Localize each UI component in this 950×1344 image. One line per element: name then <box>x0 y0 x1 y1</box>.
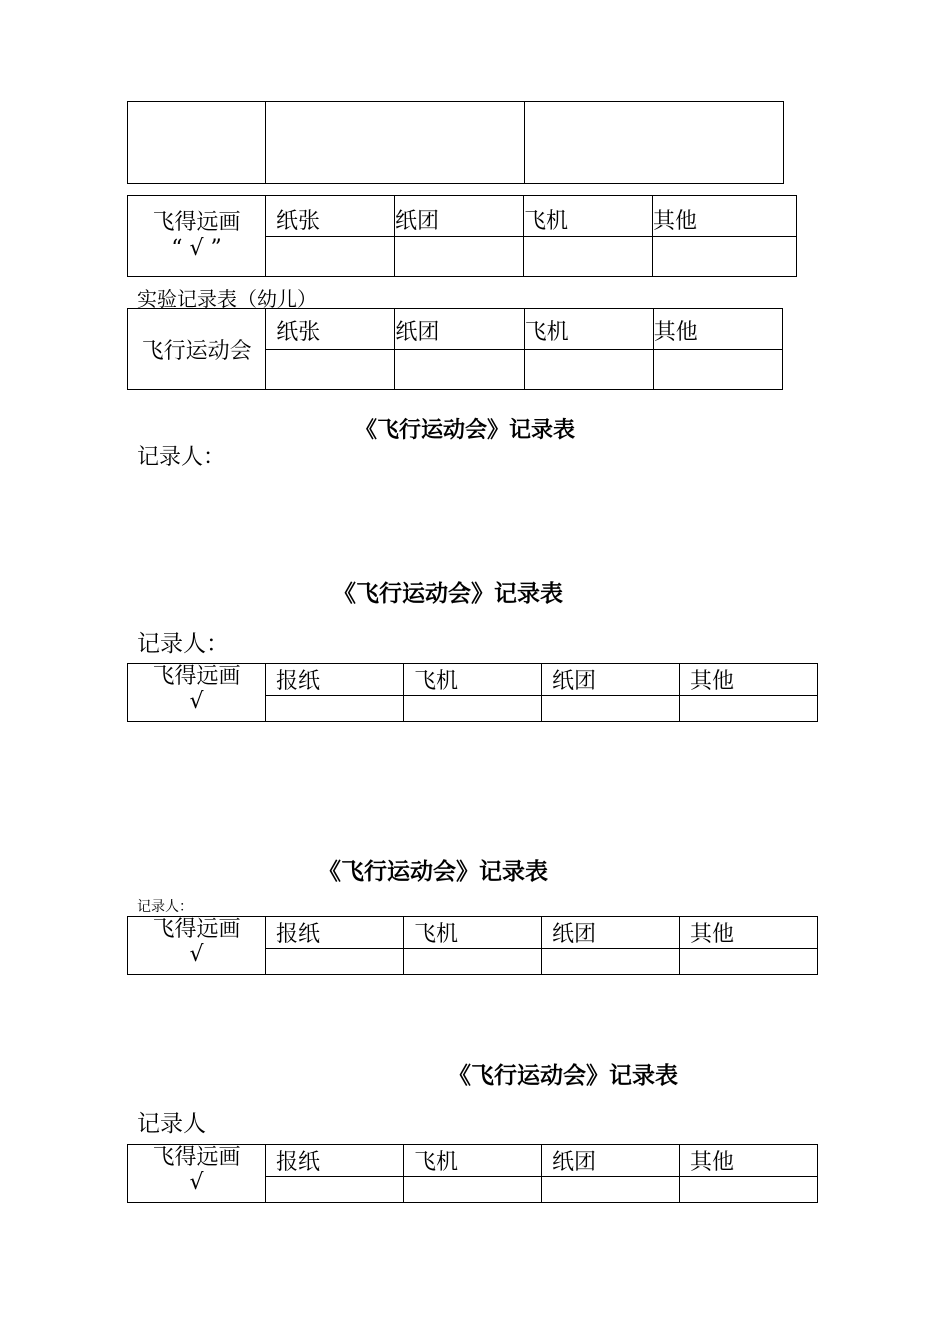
row-label-cell <box>128 917 266 975</box>
header-cell: 报纸 <box>266 917 404 949</box>
row-label-line1: 飞得远画 <box>152 1145 241 1170</box>
record-table-2 <box>127 663 818 722</box>
row-label-line2: √ <box>189 942 204 967</box>
section-title: 《飞行运动会》记录表 <box>355 418 576 443</box>
header-cell: 飞机 <box>524 196 653 237</box>
header-cell: 飞机 <box>404 917 542 949</box>
row-label-line1: 飞得远画 <box>152 917 241 942</box>
row-label-line2: √ <box>189 1170 204 1195</box>
record-table-4 <box>127 1144 818 1203</box>
header-cell: 纸团 <box>542 1145 680 1177</box>
header-cell: 报纸 <box>266 664 404 696</box>
row-label-line1: 飞得远画 <box>152 210 241 235</box>
header-cell: 其他 <box>653 196 797 237</box>
section-title: 《飞行运动会》记录表 <box>333 581 563 607</box>
row-label-cell <box>128 1145 266 1203</box>
record-table-a <box>127 195 797 277</box>
header-cell: 飞机 <box>404 664 542 696</box>
empty-cell <box>542 949 680 975</box>
row-label: 飞行运动会 <box>141 338 252 364</box>
empty-cell <box>395 236 524 277</box>
empty-cell <box>404 949 542 975</box>
record-table-b <box>127 308 783 390</box>
top-empty-table <box>127 101 784 184</box>
empty-cell <box>542 696 680 722</box>
section-title: 《飞行运动会》记录表 <box>448 1063 678 1089</box>
empty-cell <box>680 949 818 975</box>
empty-cell <box>266 949 404 975</box>
header-cell: 纸团 <box>542 917 680 949</box>
empty-cell <box>266 696 404 722</box>
row-label-cell <box>128 196 266 277</box>
header-cell: 其他 <box>680 1145 818 1177</box>
header-cell: 纸团 <box>395 309 524 350</box>
header-cell: 其他 <box>680 917 818 949</box>
recorder-label: 记录人： <box>137 445 226 470</box>
row-label-line2: “ √ ” <box>171 236 222 261</box>
recorder-label: 记录人： <box>137 899 193 915</box>
empty-cell <box>542 1177 680 1203</box>
table-cell <box>266 102 525 184</box>
empty-cell <box>680 696 818 722</box>
row-label-line2: √ <box>189 689 204 714</box>
caption-children-record: 实验记录表（幼儿） <box>137 287 317 311</box>
empty-cell <box>266 1177 404 1203</box>
row-label-cell <box>128 309 266 390</box>
row-label-cell <box>128 664 266 722</box>
table-cell <box>525 102 784 184</box>
empty-cell <box>524 236 653 277</box>
empty-cell <box>404 1177 542 1203</box>
recorder-label: 记录人： <box>137 631 229 657</box>
header-cell: 报纸 <box>266 1145 404 1177</box>
empty-cell <box>524 349 653 390</box>
header-cell: 纸张 <box>266 309 395 350</box>
section-title: 《飞行运动会》记录表 <box>318 859 548 885</box>
empty-cell <box>404 696 542 722</box>
header-cell: 其他 <box>653 309 782 350</box>
empty-cell <box>266 236 395 277</box>
header-cell: 飞机 <box>404 1145 542 1177</box>
empty-cell <box>653 236 797 277</box>
header-cell: 纸团 <box>542 664 680 696</box>
row-label-line1: 飞得远画 <box>152 664 241 689</box>
empty-cell <box>266 349 395 390</box>
empty-cell <box>653 349 782 390</box>
empty-cell <box>680 1177 818 1203</box>
record-table-3 <box>127 916 818 975</box>
header-cell: 纸团 <box>395 196 524 237</box>
recorder-label: 记录人 <box>137 1111 206 1137</box>
header-cell: 纸张 <box>266 196 395 237</box>
header-cell: 其他 <box>680 664 818 696</box>
empty-cell <box>395 349 524 390</box>
table-cell <box>128 102 266 184</box>
header-cell: 飞机 <box>524 309 653 350</box>
